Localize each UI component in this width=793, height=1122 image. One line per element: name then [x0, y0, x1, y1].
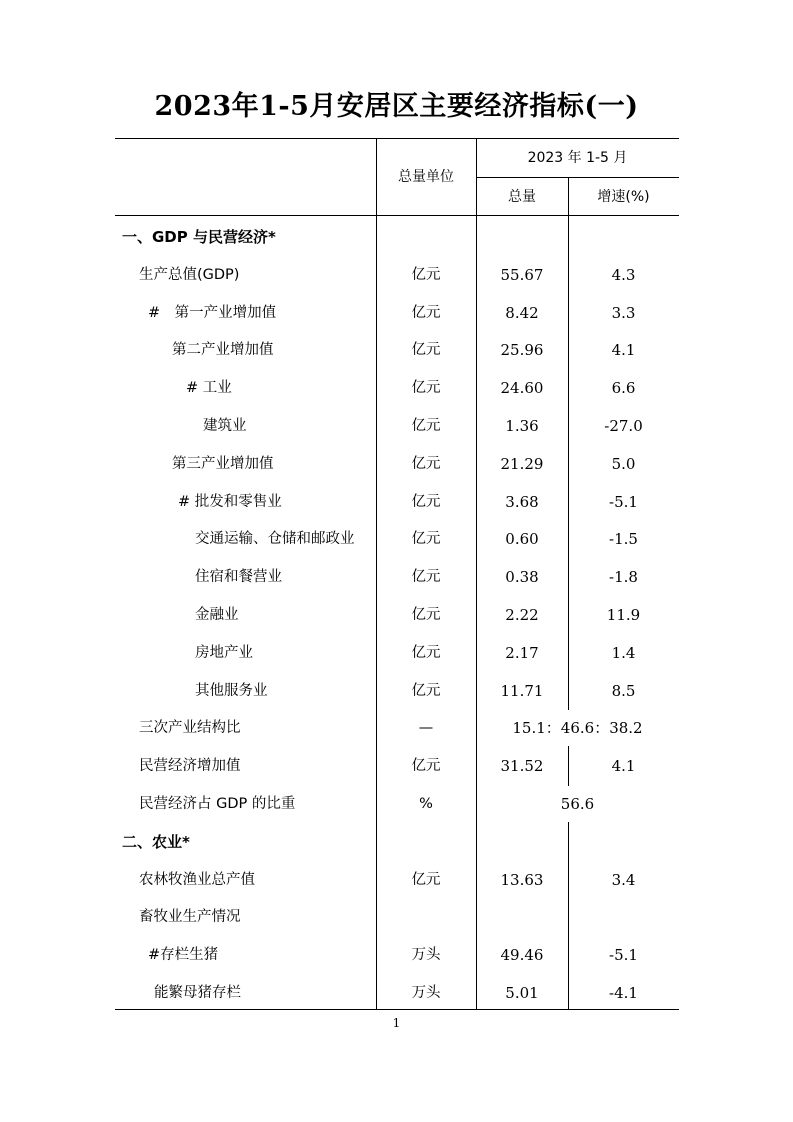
- row-name: 二、农业*: [122, 833, 190, 851]
- row-unit: %: [419, 796, 433, 812]
- header-bottom-rule: [115, 215, 679, 216]
- row-growth: -1.8: [609, 568, 638, 586]
- row-name: 民营经济占 GDP 的比重: [139, 796, 296, 812]
- divider-growth: [568, 822, 569, 1009]
- row-unit: 亿元: [411, 305, 441, 321]
- row-unit: 亿元: [411, 872, 441, 888]
- row-unit: 亿元: [411, 645, 441, 661]
- row-total: 11.71: [500, 682, 544, 700]
- row-unit: 亿元: [411, 531, 441, 547]
- page-title: 2023年1-5月安居区主要经济指标(一): [154, 91, 639, 122]
- row-name: 第三产业增加值: [172, 456, 274, 472]
- row-growth: 4.3: [611, 266, 636, 284]
- divider-unit-left: [376, 138, 377, 1009]
- row-growth: 3.3: [611, 304, 636, 322]
- row-unit: 亿元: [411, 380, 441, 396]
- row-name: # 批发和零售业: [178, 494, 282, 510]
- row-total: 21.29: [500, 455, 544, 473]
- header-growth: 增速(%): [597, 189, 650, 205]
- row-total: 55.67: [500, 266, 544, 284]
- row-name: 民营经济增加值: [139, 758, 241, 774]
- row-unit: 亿元: [411, 569, 441, 585]
- row-growth: 4.1: [611, 757, 636, 775]
- row-merged-value: 56.6: [560, 795, 595, 813]
- row-name: # 工业: [186, 380, 232, 396]
- row-growth: -1.5: [609, 530, 638, 548]
- row-name: 住宿和餐营业: [195, 569, 282, 585]
- row-growth: 5.0: [611, 455, 636, 473]
- row-name: 交通运输、仓储和邮政业: [195, 531, 355, 547]
- row-total: 8.42: [505, 304, 539, 322]
- row-unit: 亿元: [411, 607, 441, 623]
- row-growth: -5.1: [609, 493, 638, 511]
- header-unit: 总量单位: [398, 169, 454, 185]
- row-name: 其他服务业: [195, 683, 268, 699]
- row-total: 2.17: [505, 644, 539, 662]
- row-growth: 3.4: [611, 871, 636, 889]
- row-unit: 万头: [411, 985, 441, 1001]
- row-total: 25.96: [500, 341, 544, 359]
- header-period: 2023 年 1-5 月: [527, 150, 628, 166]
- page-number: 1: [392, 1016, 401, 1030]
- table-top-rule: [115, 138, 679, 139]
- row-unit: 亿元: [411, 758, 441, 774]
- divider-unit-right: [476, 138, 477, 1009]
- divider-growth: [568, 746, 569, 786]
- row-name: 生产总值(GDP): [139, 267, 240, 283]
- row-total: 1.36: [505, 417, 539, 435]
- row-total: 2.22: [505, 606, 539, 624]
- row-total: 0.60: [505, 530, 539, 548]
- row-unit: 万头: [411, 947, 441, 963]
- row-total: 24.60: [500, 379, 544, 397]
- row-name: 能繁母猪存栏: [154, 985, 241, 1001]
- row-merged-value: 15.1：46.6：38.2: [512, 719, 643, 737]
- period-rule: [476, 177, 679, 178]
- row-unit: —: [418, 720, 434, 736]
- row-total: 0.38: [505, 568, 539, 586]
- row-total: 13.63: [500, 871, 544, 889]
- row-name: # 第一产业增加值: [148, 305, 277, 321]
- divider-growth-header: [568, 177, 569, 215]
- row-total: 5.01: [505, 984, 539, 1002]
- row-unit: 亿元: [411, 683, 441, 699]
- row-name: 农林牧渔业总产值: [139, 872, 255, 888]
- row-growth: 6.6: [611, 379, 636, 397]
- row-total: 3.68: [505, 493, 539, 511]
- row-growth: 8.5: [611, 682, 636, 700]
- table-bottom-rule: [115, 1009, 679, 1010]
- row-unit: 亿元: [411, 456, 441, 472]
- row-name: #存栏生猪: [148, 947, 219, 963]
- row-growth: 4.1: [611, 341, 636, 359]
- row-unit: 亿元: [411, 342, 441, 358]
- row-name: 建筑业: [203, 418, 247, 434]
- row-name: 金融业: [195, 607, 239, 623]
- row-growth: 1.4: [611, 644, 636, 662]
- row-total: 49.46: [500, 946, 544, 964]
- row-unit: 亿元: [411, 267, 441, 283]
- row-growth: -5.1: [609, 946, 638, 964]
- row-name: 房地产业: [195, 645, 253, 661]
- row-unit: 亿元: [411, 418, 441, 434]
- row-growth: -4.1: [609, 984, 638, 1002]
- row-name: 畜牧业生产情况: [139, 909, 241, 925]
- row-growth: -27.0: [604, 417, 643, 435]
- row-name: 三次产业结构比: [139, 720, 241, 736]
- row-total: 31.52: [500, 757, 544, 775]
- divider-growth: [568, 215, 569, 710]
- row-unit: 亿元: [411, 494, 441, 510]
- row-name: 一、GDP 与民营经济*: [122, 228, 276, 246]
- header-total: 总量: [508, 189, 536, 205]
- row-name: 第二产业增加值: [172, 342, 274, 358]
- row-growth: 11.9: [606, 606, 641, 624]
